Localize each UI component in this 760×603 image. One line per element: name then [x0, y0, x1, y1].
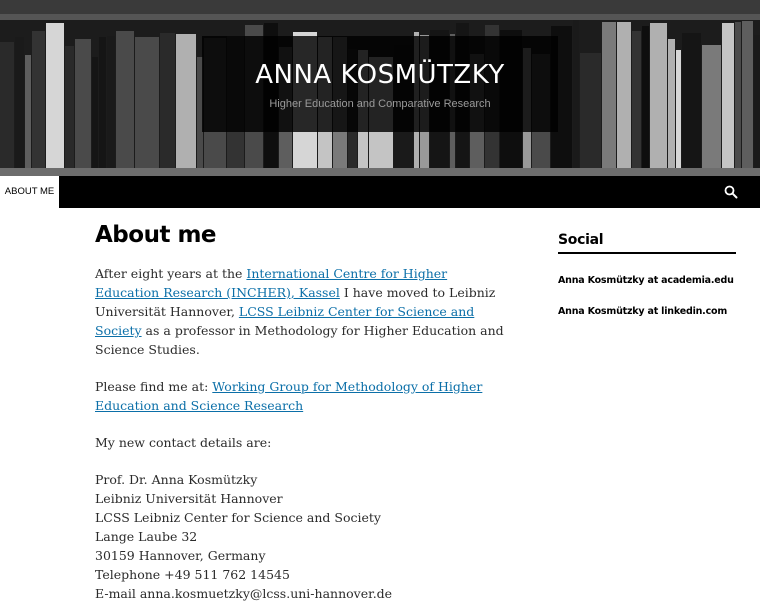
address-line: Prof. Dr. Anna Kosmützky: [95, 472, 258, 487]
address-line: E-mail anna.kosmuetzky@lcss.uni-hannover.de: [95, 586, 393, 601]
address-line: LCSS Leibniz Center for Science and Society: [95, 510, 381, 525]
social-links-list: [558, 268, 736, 318]
linkedin-link[interactable]: Anna Kosmützky at linkedin.com: [558, 306, 728, 317]
primary-navigation: [0, 176, 760, 208]
site-title-box: [202, 36, 558, 132]
academia-link[interactable]: Anna Kosmützky at academia.edu: [558, 275, 734, 286]
address-line: Lange Laube 32: [95, 529, 198, 544]
intro-paragraph: [95, 264, 515, 359]
intro-text-1: After eight years at the: [95, 266, 247, 281]
find-me-text: Please find me at:: [95, 379, 213, 394]
list-item: [558, 299, 736, 318]
main-content: [95, 222, 515, 603]
address-line: Leibniz Universität Hannover: [95, 491, 283, 506]
site-description: Higher Education and Comparative Research: [269, 98, 491, 110]
social-widget-title: Social: [558, 232, 736, 254]
contact-address: [95, 470, 515, 603]
site-title[interactable]: ANNA KOSMÜTZKY: [255, 60, 505, 90]
address-line: Telephone +49 511 762 14545: [95, 567, 290, 582]
incher-link[interactable]: International Centre for Higher Education Research (INCHER), Kassel: [95, 266, 448, 300]
nav-item-about-me[interactable]: ABOUT ME: [0, 176, 59, 208]
intro-text-2: I have moved to Leibniz Universität Hannover,: [95, 285, 496, 319]
contact-heading: My new contact details are:: [95, 435, 272, 450]
working-group-link[interactable]: Working Group for Methodology of Higher Education and Science Research: [95, 379, 483, 413]
find-me-paragraph: [95, 377, 515, 415]
list-item: [558, 268, 736, 287]
search-icon[interactable]: [724, 185, 738, 199]
lcss-link[interactable]: LCSS Leibniz Center for Science and Society: [95, 304, 475, 338]
address-line: 30159 Hannover, Germany: [95, 548, 266, 563]
page-title: About me: [95, 222, 217, 248]
site-header: [0, 0, 760, 176]
sidebar: [558, 232, 736, 330]
intro-text-3: as a professor in Methodology for Higher Education and Science Studies.: [95, 323, 504, 357]
